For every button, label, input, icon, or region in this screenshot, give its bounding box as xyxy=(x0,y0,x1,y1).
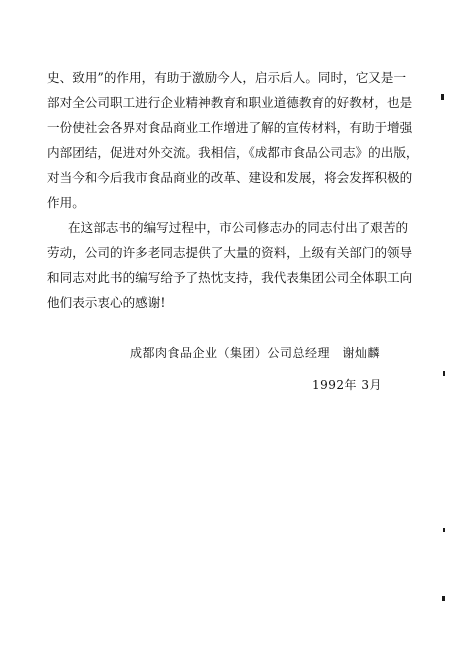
paragraph-2-line-3: 和同志对此书的编写给予了热忱支持，我代表集团公司全体职工向 xyxy=(47,270,413,285)
paragraph-1-line-4: 内部团结，促进对外交流。我相信，《成都市食品公司志》的出版， xyxy=(47,145,419,160)
scan-edge-mark-middle xyxy=(443,371,445,376)
scan-edge-mark-top xyxy=(441,94,444,100)
paragraph-1-line-3: 一份使社会各界对食品商业工作增进了解的宣传材料，有助于增强 xyxy=(47,120,413,135)
paragraph-1-line-5: 对当今和今后我市食品商业的改革、建设和发展，将会发挥积极的 xyxy=(47,170,413,185)
paragraph-2-line-4: 他们表示衷心的感谢! xyxy=(47,295,166,310)
paragraph-2-line-1: 在这部志书的编写过程中，市公司修志办的同志付出了艰苦的 xyxy=(68,220,409,235)
scan-edge-mark-lower xyxy=(443,528,445,532)
paragraph-1-line-6: 作用。 xyxy=(47,195,85,210)
scan-edge-mark-bottom xyxy=(442,596,445,601)
paragraph-1-line-1: 史、致用”的作用，有助于激励今人，启示后人。同时，它又是一 xyxy=(47,70,407,85)
paragraph-2-line-2: 劳动，公司的许多老同志提供了大量的资料，上级有关部门的领导 xyxy=(47,245,413,260)
paragraph-1-line-2: 部对全公司职工进行企业精神教育和职业道德教育的好教材，也是 xyxy=(47,95,413,110)
signature-name-line: 成都肉食品企业（集团）公司总经理 谢灿麟 xyxy=(130,346,381,360)
signature-date: 1992年 3月 xyxy=(312,378,382,392)
